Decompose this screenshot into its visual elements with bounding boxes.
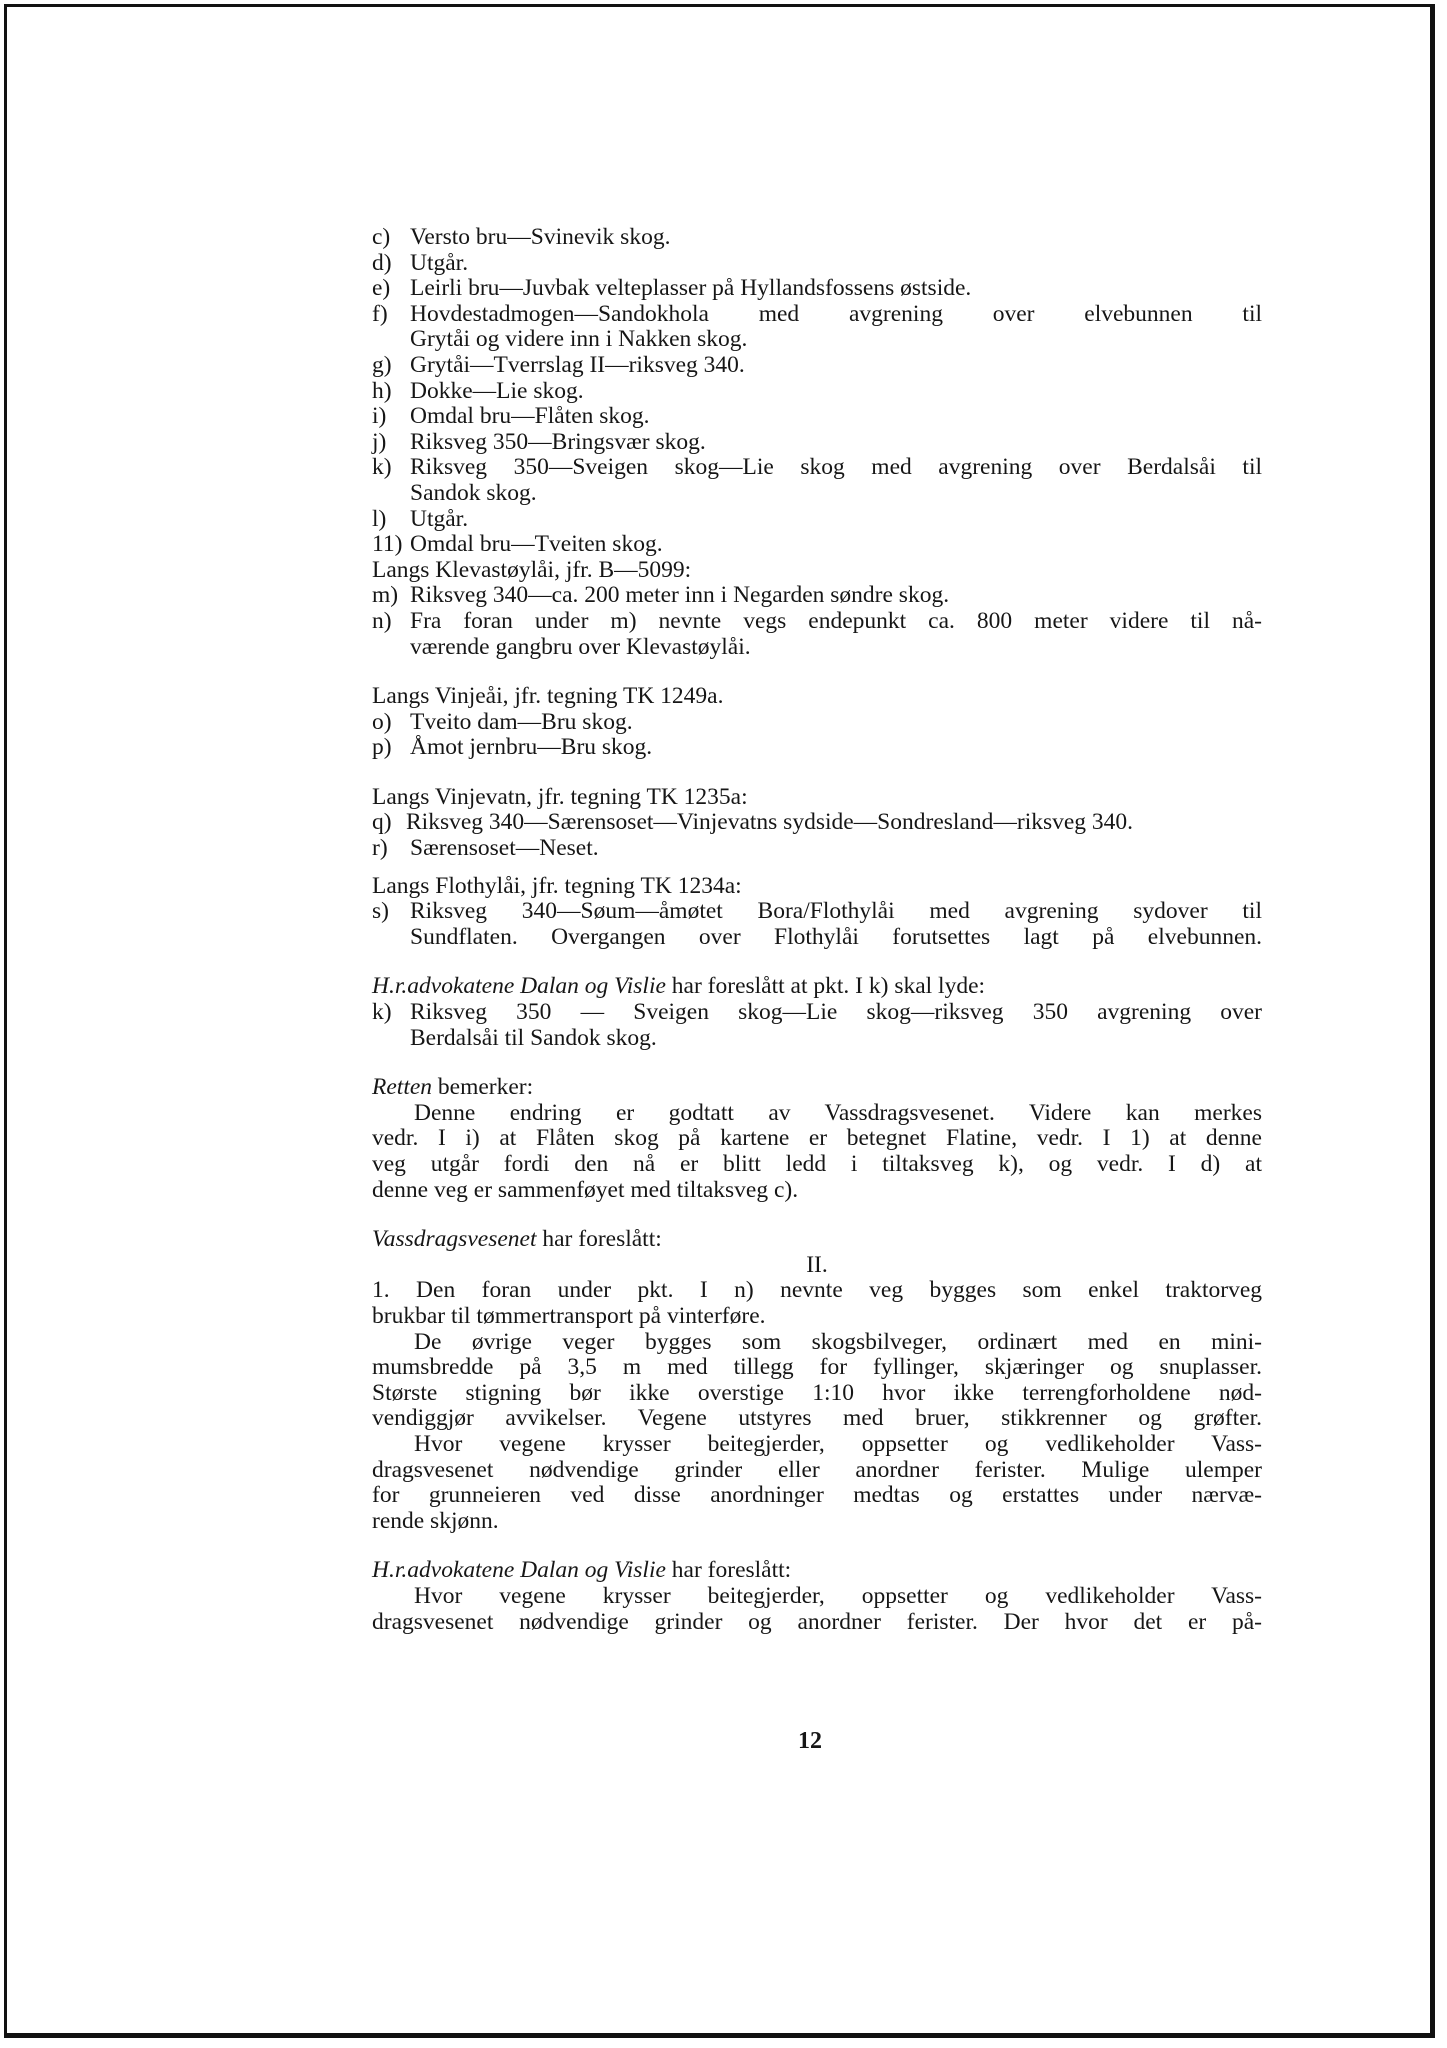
list-item: d) Utgår.	[372, 249, 469, 276]
list-item: c) Versto bru—Svinevik skog.	[372, 224, 671, 250]
paragraph-line: veg utgår fordi den nå er blitt ledd i tiltaksveg k), og vedr. I d) at	[372, 1151, 1262, 1177]
list-item: h) Dokke—Lie skog.	[372, 377, 584, 404]
list-item: k) Riksveg 350—Sveigen skog—Lie skog med avgrening over Berdalsåi til	[372, 454, 1262, 481]
list-item: r) Særensoset—Neset.	[372, 835, 599, 862]
spacer	[372, 1534, 1262, 1558]
list-items-a	[372, 225, 1262, 558]
paragraph-line: brukbar til tømmertransport på vinterføre.	[372, 1302, 766, 1329]
paragraph-line: 1. Den foran under pkt. I n) nevnte veg bygges som enkel traktorveg	[372, 1277, 1262, 1304]
paragraph-line: Hvor vegene krysser beitegjerder, oppsetter og vedlikeholder Vass-	[414, 1582, 1262, 1609]
list-item: 11) Omdal bru—Tveiten skog.	[372, 531, 663, 558]
proposal-heading: H.r.advokatene Dalan og Vislie har foreslått:	[372, 1557, 792, 1584]
paragraph-line: denne veg er sammenføyet med tiltaksveg c).	[372, 1176, 799, 1203]
spacer	[372, 1051, 1262, 1075]
spacer	[372, 862, 1262, 874]
list-item: i) Omdal bru—Flåten skog.	[372, 403, 650, 430]
retten-heading: Retten bemerker:	[372, 1074, 534, 1101]
flothylai-heading: Langs Flothylåi, jfr. tegning TK 1234a:	[372, 872, 742, 899]
list-item-continuation: Grytåi og videre inn i Nakken skog.	[410, 326, 748, 353]
paragraph-line: dragsvesenet nødvendige grinder eller anordner ferister. Mulige ulemper	[372, 1456, 1262, 1483]
list-item: o) Tveito dam—Bru skog.	[372, 708, 633, 735]
list-item: k) Riksveg 350 — Sveigen skog—Lie skog—riksveg 350 avgrening over	[372, 999, 1262, 1026]
paragraph-line: dragsvesenet nødvendige grinder og anordner ferister. Der hvor det er på-	[372, 1608, 1262, 1635]
paragraph-line: vedr. I i) at Flåten skog på kartene er betegnet Flatine, vedr. I 1) at denne	[372, 1125, 1262, 1152]
list-item-continuation: værende gangbru over Klevastøylåi.	[410, 633, 751, 660]
list-item: e) Leirli bru—Juvbak velteplasser på Hyllandsfossens østside.	[372, 275, 972, 302]
spacer	[372, 660, 1262, 684]
paragraph-line: Hvor vegene krysser beitegjerder, oppsetter og vedlikeholder Vass-	[414, 1430, 1262, 1457]
list-item: f) Hovdestadmogen—Sandokhola med avgrening over elvebunnen til	[372, 300, 1262, 327]
spacer	[372, 761, 1262, 785]
list-item: p) Åmot jernbru—Bru skog.	[372, 734, 653, 761]
list-item: g) Grytåi—Tverrslag II—riksveg 340.	[372, 351, 745, 378]
paragraph-line: Største stigning bør ikke overstige 1:10 hvor ikke terrengforholdene nød-	[372, 1379, 1262, 1406]
list-item-continuation: Sundflaten. Overgangen over Flothylåi forutsettes lagt på elvebunnen.	[410, 923, 1262, 950]
list-item: m) Riksveg 340—ca. 200 meter inn i Negarden søndre skog.	[372, 582, 950, 609]
vassdrag-heading: Vassdragsvesenet har foreslått:	[372, 1226, 662, 1253]
paragraph-line: rende skjønn.	[372, 1507, 499, 1534]
paragraph-line: Denne endring er godtatt av Vassdragsvesenet. Videre kan merkes	[414, 1099, 1262, 1126]
list-item: q) Riksveg 340—Særensoset—Vinjevatns sydside—Sondresland—riksveg 340.	[372, 809, 1134, 836]
section-number: II.	[806, 1251, 828, 1278]
spacer	[372, 1203, 1262, 1227]
paragraph-line: mumsbredde på 3,5 m med tillegg for fyllinger, skjæringer og snuplasser.	[372, 1354, 1262, 1381]
document-body	[372, 225, 1262, 1635]
vinjevatn-heading: Langs Vinjevatn, jfr. tegning TK 1235a:	[372, 783, 748, 810]
list-item-continuation: Sandok skog.	[410, 479, 537, 506]
list-item: l) Utgår.	[372, 505, 469, 532]
proposal-heading: H.r.advokatene Dalan og Vislie har foreslått at pkt. I k) skal lyde:	[372, 973, 986, 1000]
klevast-heading: Langs Klevastøylåi, jfr. B—5099:	[372, 556, 692, 583]
list-item: j) Riksveg 350—Bringsvær skog.	[372, 428, 706, 455]
list-item-continuation: Berdalsåi til Sandok skog.	[410, 1024, 657, 1051]
paragraph-line: De øvrige veger bygges som skogsbilveger, ordinært med en mini-	[414, 1328, 1262, 1355]
list-item: n) Fra foran under m) nevnte vegs endepunkt ca. 800 meter videre til nå-	[372, 607, 1262, 634]
paragraph-line: vendiggjør avvikelser. Vegene utstyres med bruer, stikkrenner og grøfter.	[372, 1405, 1262, 1432]
spacer	[372, 950, 1262, 974]
vinjeai-heading: Langs Vinjeåi, jfr. tegning TK 1249a.	[372, 683, 724, 710]
page-number: 12	[798, 1728, 822, 1754]
paragraph-line: for grunneieren ved disse anordninger medtas og erstattes under nærvæ-	[372, 1482, 1262, 1509]
list-item: s) Riksveg 340—Søum—åmøtet Bora/Flothylåi med avgrening sydover til	[372, 898, 1262, 925]
